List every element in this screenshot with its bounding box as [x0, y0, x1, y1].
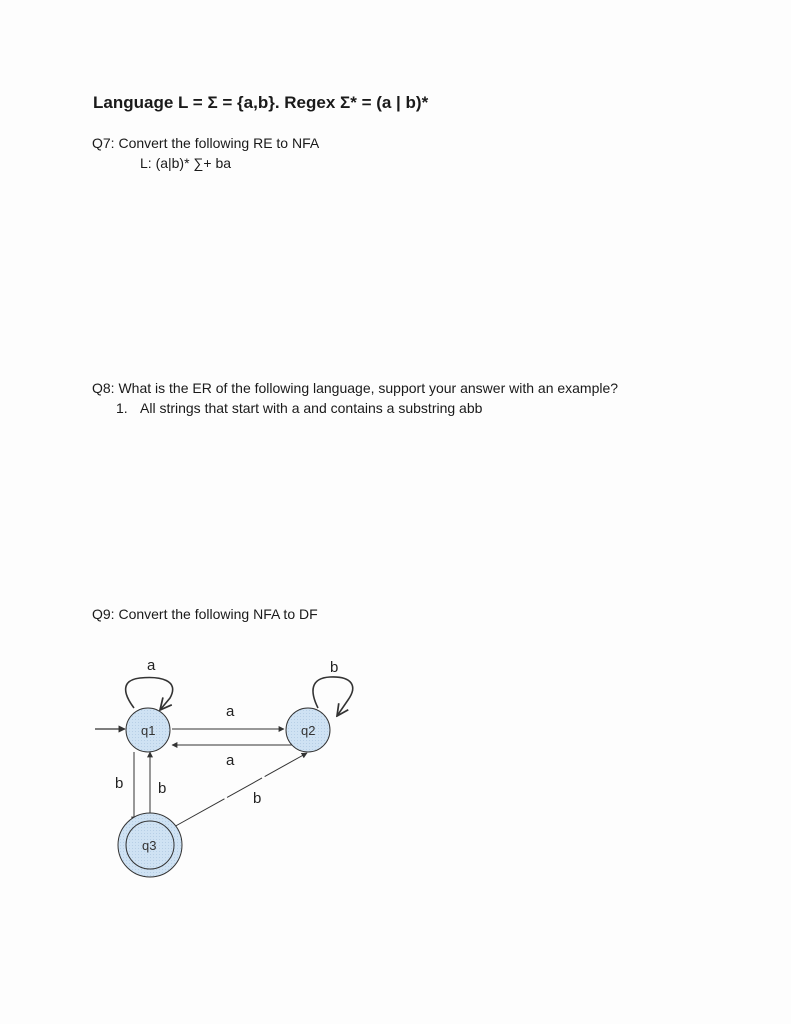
- loop-q2-b: [313, 677, 353, 716]
- nfa-diagram: [90, 650, 390, 890]
- q7-expression: L: (a|b)* ∑+ ba: [140, 155, 232, 171]
- q9-question: Q9: Convert the following NFA to DF: [92, 606, 318, 622]
- state-q1: [126, 708, 170, 752]
- edge-q1-q3-label: b: [115, 775, 124, 792]
- edge-q2-q1-label: a: [226, 752, 235, 769]
- edge-q3-q2-label: b: [253, 790, 262, 807]
- loop-q1-label: a: [147, 657, 156, 674]
- q7-question: Q7: Convert the following RE to NFA: [92, 135, 320, 151]
- state-q1-label: q1: [141, 723, 156, 738]
- edge-q3-q2: [172, 753, 307, 828]
- q8-item-text: All strings that start with a and contains a substring abb: [140, 400, 483, 416]
- state-q3-label: q3: [142, 838, 157, 853]
- state-q2-label: q2: [301, 723, 316, 738]
- loop-q1-a: [126, 678, 173, 710]
- edge-q3-q1-label: b: [158, 780, 167, 797]
- q8-item-number: 1.: [116, 400, 128, 416]
- loop-q2-label: b: [330, 659, 339, 676]
- page-heading: Language L = Σ = {a,b}. Regex Σ* = (a | b)*: [93, 93, 429, 112]
- state-q3: [118, 813, 182, 877]
- edge-q1-q2-label: a: [226, 703, 235, 720]
- state-q2: [286, 708, 330, 752]
- q8-question: Q8: What is the ER of the following language, support your answer with an example?: [92, 380, 619, 396]
